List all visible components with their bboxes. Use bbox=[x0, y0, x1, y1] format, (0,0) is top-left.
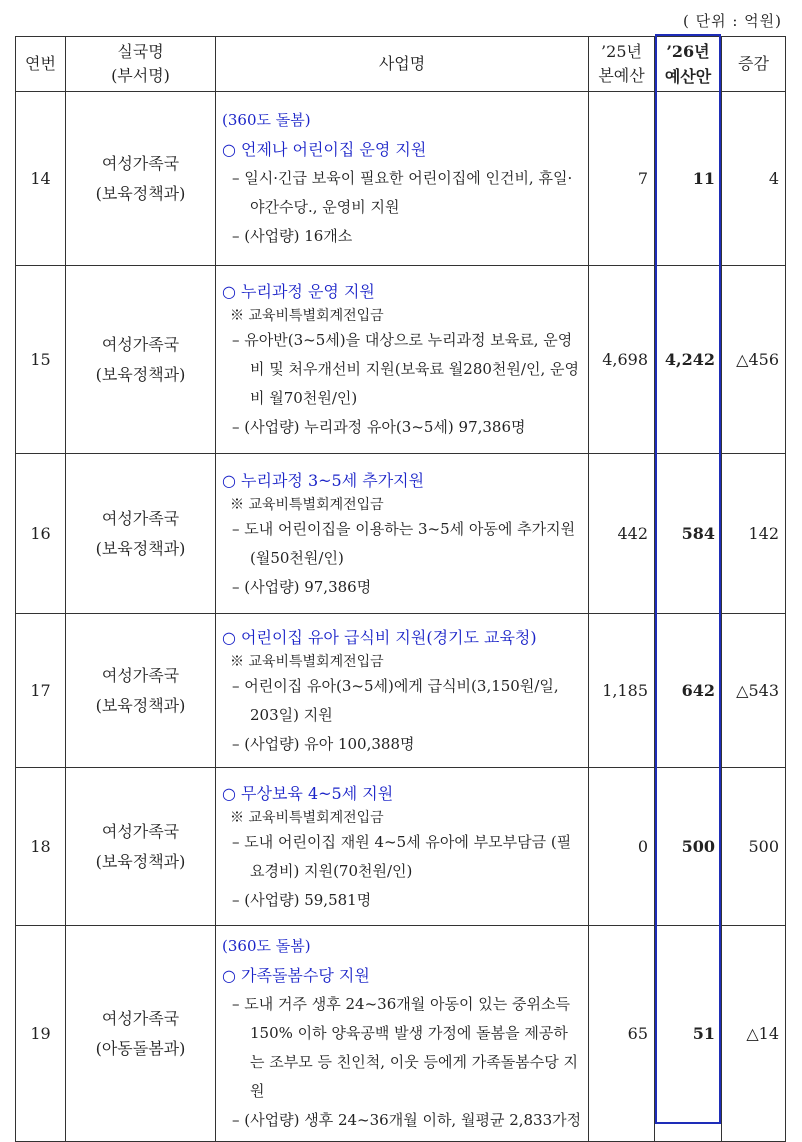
table-row bbox=[16, 92, 786, 266]
dept-subname: (아동돌봄과) bbox=[95, 1038, 186, 1058]
cur-budget: 4,242 bbox=[655, 266, 722, 454]
project-title: ○ 가족돌봄수당 지원 bbox=[222, 966, 370, 985]
row-number: 17 bbox=[16, 614, 66, 768]
cur-budget: 500 bbox=[655, 768, 722, 926]
cur-budget: 11 bbox=[655, 92, 722, 266]
budget-diff: △543 bbox=[722, 614, 786, 768]
header-diff: 증감 bbox=[722, 37, 786, 92]
dept-cell bbox=[66, 926, 216, 1142]
budget-diff: 4 bbox=[722, 92, 786, 266]
row-number: 16 bbox=[16, 454, 66, 614]
dept-subname: (보육정책과) bbox=[95, 695, 186, 715]
dept-subname: (보육정책과) bbox=[95, 183, 186, 203]
table-row bbox=[16, 926, 786, 1142]
budget-diff: △14 bbox=[722, 926, 786, 1142]
dept-name: 여성가족국 bbox=[101, 1008, 180, 1028]
project-title: ○ 누리과정 운영 지원 bbox=[222, 282, 375, 301]
project-detail: – (사업량) 누리과정 유아(3~5세) 97,386명 bbox=[232, 418, 526, 436]
project-detail: – (사업량) 유아 100,388명 bbox=[232, 734, 415, 753]
row-number: 18 bbox=[16, 768, 66, 926]
project-note: ※ 교육비특별회계전입금 bbox=[230, 308, 384, 324]
project-detail: – (사업량) 16개소 bbox=[232, 227, 353, 245]
cur-budget: 642 bbox=[655, 614, 722, 768]
row-number: 14 bbox=[16, 92, 66, 266]
prev-budget: 1,185 bbox=[589, 614, 655, 768]
header-prev-line1: ’25년 bbox=[601, 42, 642, 61]
project-title: ○ 무상보육 4~5세 지원 bbox=[222, 783, 394, 803]
header-prev-line2: 본예산 bbox=[598, 66, 645, 85]
dept-subname: (보육정책과) bbox=[95, 538, 186, 558]
dept-cell bbox=[66, 266, 216, 454]
budget-table bbox=[15, 36, 786, 1142]
project-detail: – (사업량) 59,581명 bbox=[232, 890, 372, 909]
dept-cell bbox=[66, 454, 216, 614]
dept-name: 여성가족국 bbox=[101, 153, 180, 173]
header-cur bbox=[655, 37, 722, 92]
project-note: ※ 교육비특별회계전입금 bbox=[230, 653, 384, 670]
project-cell bbox=[216, 926, 589, 1142]
header-row bbox=[16, 37, 786, 92]
dept-cell bbox=[66, 92, 216, 266]
header-project: 사업명 bbox=[216, 37, 589, 92]
header-dept-line1: 실국명 bbox=[117, 42, 164, 61]
project-title: ○ 어린이집 유아 급식비 지원(경기도 교육청) bbox=[222, 627, 537, 647]
table-row bbox=[16, 768, 786, 926]
header-cur-line2: 예산안 bbox=[664, 67, 712, 86]
dept-cell bbox=[66, 614, 216, 768]
project-detail: – 어린이집 유아(3~5세)에게 급식비(3,150원/일, 203일) 지원 bbox=[232, 676, 559, 724]
table-row bbox=[16, 454, 786, 614]
project-cell bbox=[216, 454, 589, 614]
prev-budget: 65 bbox=[589, 926, 655, 1142]
dept-name: 여성가족국 bbox=[101, 334, 180, 354]
project-tag: (360도 돌봄) bbox=[222, 111, 311, 129]
header-no: 연번 bbox=[16, 37, 66, 92]
prev-budget: 4,698 bbox=[589, 266, 655, 454]
project-detail: – 도내 거주 생후 24~36개월 아동이 있는 중위소득 150% 이하 양육공백 발생 가정에 돌봄을 제공하는 조부모 등 친인척, 이웃 등에게 가족돌봄수당 지원 bbox=[232, 995, 578, 1100]
project-title: ○ 누리과정 3~5세 추가지원 bbox=[222, 470, 425, 490]
project-tag: (360도 돌봄) bbox=[222, 937, 311, 955]
table-row bbox=[16, 614, 786, 768]
project-cell bbox=[216, 614, 589, 768]
dept-cell bbox=[66, 768, 216, 926]
project-cell bbox=[216, 92, 589, 266]
unit-label: ( 단위 : 억원) bbox=[682, 12, 782, 30]
prev-budget: 7 bbox=[589, 92, 655, 266]
row-number: 19 bbox=[16, 926, 66, 1142]
project-detail: – 도내 어린이집 재원 4~5세 유아에 부모부담금 (필요경비) 지원(70천원/인) bbox=[232, 832, 572, 880]
header-prev bbox=[589, 37, 655, 92]
dept-name: 여성가족국 bbox=[101, 508, 180, 528]
project-detail: – (사업량) 생후 24~36개월 이하, 월평균 2,833가정 bbox=[232, 1111, 582, 1129]
dept-subname: (보육정책과) bbox=[95, 364, 186, 384]
project-detail: – 일시·긴급 보육이 필요한 어린이집에 인건비, 휴일·야간수당., 운영비 지원 bbox=[232, 169, 573, 216]
project-cell bbox=[216, 266, 589, 454]
budget-diff: △456 bbox=[722, 266, 786, 454]
row-number: 15 bbox=[16, 266, 66, 454]
project-cell bbox=[216, 768, 589, 926]
project-note: ※ 교육비특별회계전입금 bbox=[230, 809, 384, 826]
dept-subname: (보육정책과) bbox=[95, 851, 186, 871]
project-title: ○ 언제나 어린이집 운영 지원 bbox=[222, 140, 427, 159]
prev-budget: 442 bbox=[589, 454, 655, 614]
header-dept-line2: (부서명) bbox=[111, 66, 170, 85]
project-note: ※ 교육비특별회계전입금 bbox=[230, 496, 384, 513]
table-row bbox=[16, 266, 786, 454]
budget-diff: 142 bbox=[722, 454, 786, 614]
dept-name: 여성가족국 bbox=[101, 665, 180, 685]
project-detail: – (사업량) 97,386명 bbox=[232, 577, 372, 596]
project-detail: – 유아반(3~5세)을 대상으로 누리과정 보육료, 운영비 및 처우개선비 지원(보육료 월280천원/인, 운영비 월70천원/인) bbox=[232, 331, 579, 407]
prev-budget: 0 bbox=[589, 768, 655, 926]
project-detail: – 도내 어린이집을 이용하는 3~5세 아동에 추가지원 (월50천원/인) bbox=[232, 519, 576, 567]
cur-budget: 51 bbox=[655, 926, 722, 1142]
header-dept bbox=[66, 37, 216, 92]
dept-name: 여성가족국 bbox=[101, 821, 180, 841]
header-cur-line1: ’26년 bbox=[666, 42, 710, 61]
cur-budget: 584 bbox=[655, 454, 722, 614]
budget-diff: 500 bbox=[722, 768, 786, 926]
